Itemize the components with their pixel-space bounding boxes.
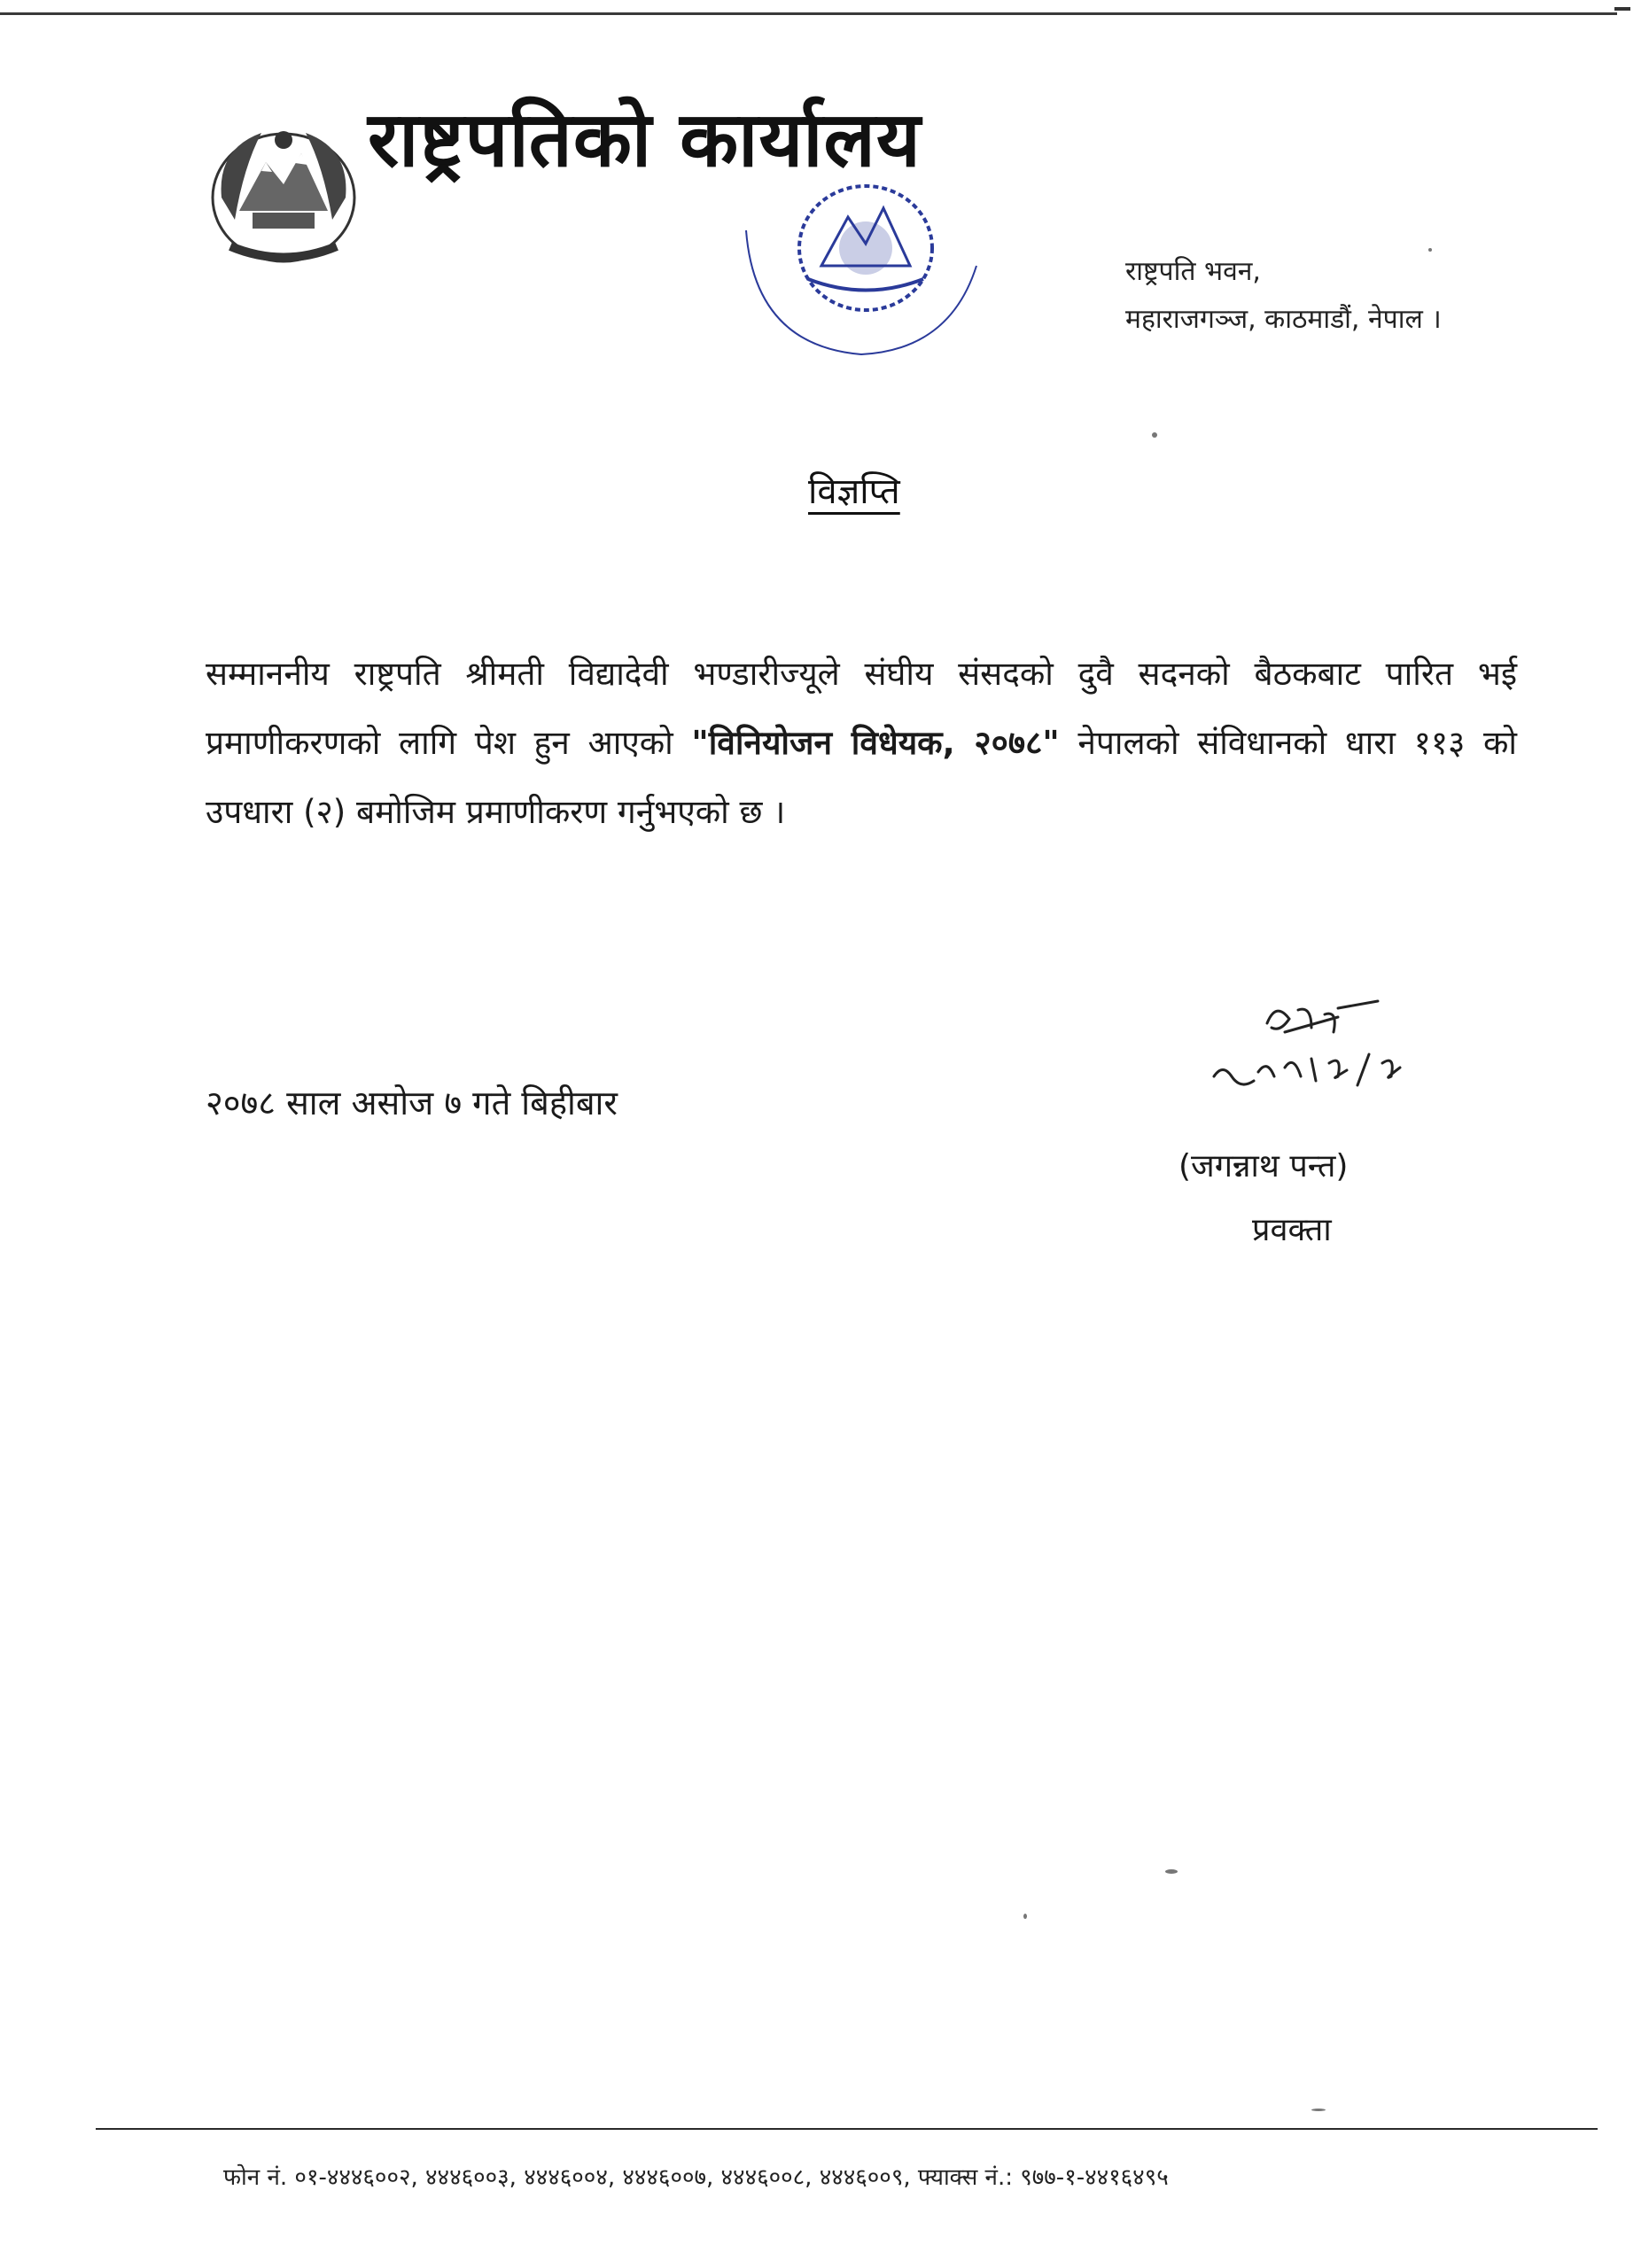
office-seal-stamp (719, 159, 985, 372)
footer-contact: फोन नं. ०१-४४४६००२, ४४४६००३, ४४४६००४, ४४४६००७, ४४४६००८, ४४४६००९, फ्याक्स नं.: ९७७-१-४४१६४९५ (223, 2164, 1169, 2191)
top-corner-mark (1614, 7, 1630, 11)
scan-speck (1428, 248, 1432, 252)
handwritten-signature (1205, 992, 1435, 1125)
notice-body (206, 640, 1517, 847)
scan-speck (1311, 2109, 1326, 2111)
top-border-line (0, 12, 1617, 15)
office-title: राष्ट्रपतिको कार्यालय (368, 96, 922, 184)
notice-title: विज्ञप्ति (808, 471, 900, 512)
signatory-title: प्रवक्ता (1252, 1212, 1332, 1248)
nepal-emblem-logo (199, 113, 368, 273)
footer-divider (96, 2128, 1598, 2130)
signatory-name: (जगन्नाथ पन्त) (1178, 1148, 1349, 1184)
office-address (1125, 248, 1442, 344)
address-line-2: महाराजगञ्ज, काठमाडौं, नेपाल । (1125, 304, 1442, 335)
bill-name: "विनियोजन विधेयक, २०७८" (691, 724, 1060, 762)
scan-speck (1152, 432, 1157, 438)
notice-date: २०७८ साल असोज ७ गते बिहीबार (206, 1084, 618, 1122)
body-part-1: सम्माननीय राष्ट्रपति श्रीमती विद्यादेवी भण्डारीज्यूले संघीय संसदको दुवै सदनको बैठकबाट पारित भई प्रमाणीकरणको लागि पेश हुन आएको (206, 655, 1517, 762)
body-part-2: नेपालको संविधानको धारा ११३ को उपधारा (२) बमोजिम प्रमाणीकरण गर्नुभएको छ । (206, 724, 1517, 831)
scan-speck (1023, 1914, 1027, 1919)
address-line-1: राष्ट्रपति भवन, (1125, 256, 1261, 287)
scan-speck (1165, 1869, 1178, 1874)
